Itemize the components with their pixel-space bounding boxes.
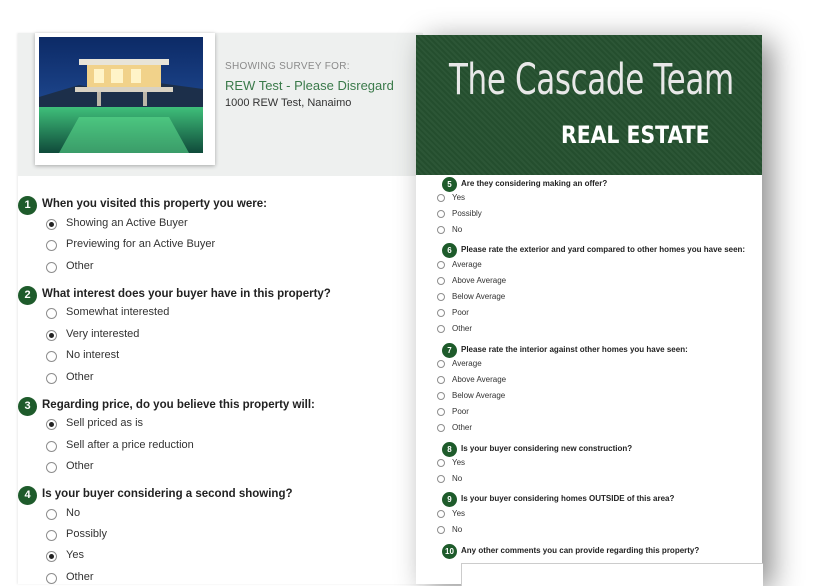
option-label: Previewing for an Active Buyer <box>66 238 216 250</box>
radio-button[interactable] <box>437 475 445 483</box>
option-label: No <box>66 507 81 519</box>
radio-button[interactable] <box>437 360 445 368</box>
option-label: Yes <box>66 549 84 561</box>
option-label: Other <box>452 423 473 432</box>
option-label: Very interested <box>66 328 140 340</box>
radio-button[interactable] <box>437 261 445 269</box>
option-label: Sell after a price reduction <box>66 439 194 451</box>
question-text: Regarding price, do you believe this property will: <box>42 399 315 411</box>
logo-title: The Cascade Team <box>449 55 734 105</box>
option-label: Average <box>452 260 482 269</box>
option-label: No <box>452 474 463 483</box>
option-label: Average <box>452 359 482 368</box>
survey-header <box>18 33 423 176</box>
option-label: Above Average <box>452 276 507 285</box>
question-number: 2 <box>18 286 37 305</box>
radio-button[interactable] <box>437 408 445 416</box>
question-text: Is your buyer considering homes OUTSIDE of this area? <box>461 494 675 503</box>
question-text: What interest does your buyer have in this property? <box>42 288 331 300</box>
question-number: 10 <box>442 544 457 559</box>
radio-button[interactable] <box>46 330 57 341</box>
survey-right-panel <box>416 35 762 584</box>
option-label: Possibly <box>452 209 482 218</box>
survey-left-panel <box>18 33 423 584</box>
option-label: Yes <box>452 458 466 467</box>
radio-button[interactable] <box>437 309 445 317</box>
question-number: 7 <box>442 343 457 358</box>
question-number: 3 <box>18 397 37 416</box>
option-label: Below Average <box>452 292 506 301</box>
question-text: Please rate the exterior and yard compared to other homes you have seen: <box>461 245 746 254</box>
radio-button[interactable] <box>46 441 57 452</box>
comments-textarea[interactable] <box>461 563 763 586</box>
option-label: No <box>452 525 463 534</box>
radio-button[interactable] <box>437 424 445 432</box>
option-label: Showing an Active Buyer <box>66 217 188 229</box>
question-number: 1 <box>18 196 37 215</box>
property-address: 1000 REW Test, Nanaimo <box>225 97 352 109</box>
question-number: 8 <box>442 442 457 457</box>
question-number: 4 <box>18 486 37 505</box>
option-label: Poor <box>452 308 469 317</box>
survey-label: SHOWING SURVEY FOR: <box>225 61 350 72</box>
option-label: Sell priced as is <box>66 417 144 429</box>
option-label: Yes <box>452 509 466 518</box>
option-label: Yes <box>452 193 466 202</box>
option-label: Somewhat interested <box>66 306 170 318</box>
radio-button[interactable] <box>46 308 57 319</box>
survey-title: REW Test - Please Disregard <box>225 78 394 93</box>
option-label: Other <box>66 460 94 472</box>
option-label: Possibly <box>66 528 107 540</box>
radio-button[interactable] <box>46 573 57 584</box>
radio-button[interactable] <box>46 530 57 541</box>
question-text: Any other comments you can provide regarding this property? <box>461 546 700 555</box>
option-label: Other <box>66 571 94 583</box>
radio-button[interactable] <box>46 419 57 430</box>
radio-button[interactable] <box>46 351 57 362</box>
option-label: Other <box>452 324 473 333</box>
question-text: Is your buyer considering a second showing? <box>42 488 293 500</box>
radio-button[interactable] <box>46 551 57 562</box>
radio-button[interactable] <box>437 325 445 333</box>
radio-button[interactable] <box>46 219 57 230</box>
radio-button[interactable] <box>46 262 57 273</box>
option-label: Above Average <box>452 375 507 384</box>
radio-button[interactable] <box>437 277 445 285</box>
radio-button[interactable] <box>46 462 57 473</box>
option-label: Poor <box>452 407 469 416</box>
radio-button[interactable] <box>437 459 445 467</box>
radio-button[interactable] <box>437 210 445 218</box>
option-label: No <box>452 225 463 234</box>
option-label: No interest <box>66 349 120 361</box>
radio-button[interactable] <box>46 240 57 251</box>
radio-button[interactable] <box>437 392 445 400</box>
question-number: 5 <box>442 177 457 192</box>
radio-button[interactable] <box>437 293 445 301</box>
option-label: Below Average <box>452 391 506 400</box>
question-text: When you visited this property you were: <box>42 198 267 210</box>
question-text: Are they considering making an offer? <box>461 179 608 188</box>
question-number: 6 <box>442 243 457 258</box>
cascade-team-logo <box>416 35 762 175</box>
property-photo <box>35 33 215 165</box>
radio-button[interactable] <box>437 526 445 534</box>
radio-button[interactable] <box>46 509 57 520</box>
radio-button[interactable] <box>46 373 57 384</box>
option-label: Other <box>66 260 94 272</box>
radio-button[interactable] <box>437 510 445 518</box>
logo-subtitle: REAL ESTATE <box>561 121 710 149</box>
radio-button[interactable] <box>437 376 445 384</box>
question-text: Please rate the interior against other homes you have seen: <box>461 345 688 354</box>
radio-button[interactable] <box>437 194 445 202</box>
option-label: Other <box>66 371 94 383</box>
question-number: 9 <box>442 492 457 507</box>
question-text: Is your buyer considering new construction? <box>461 444 633 453</box>
radio-button[interactable] <box>437 226 445 234</box>
